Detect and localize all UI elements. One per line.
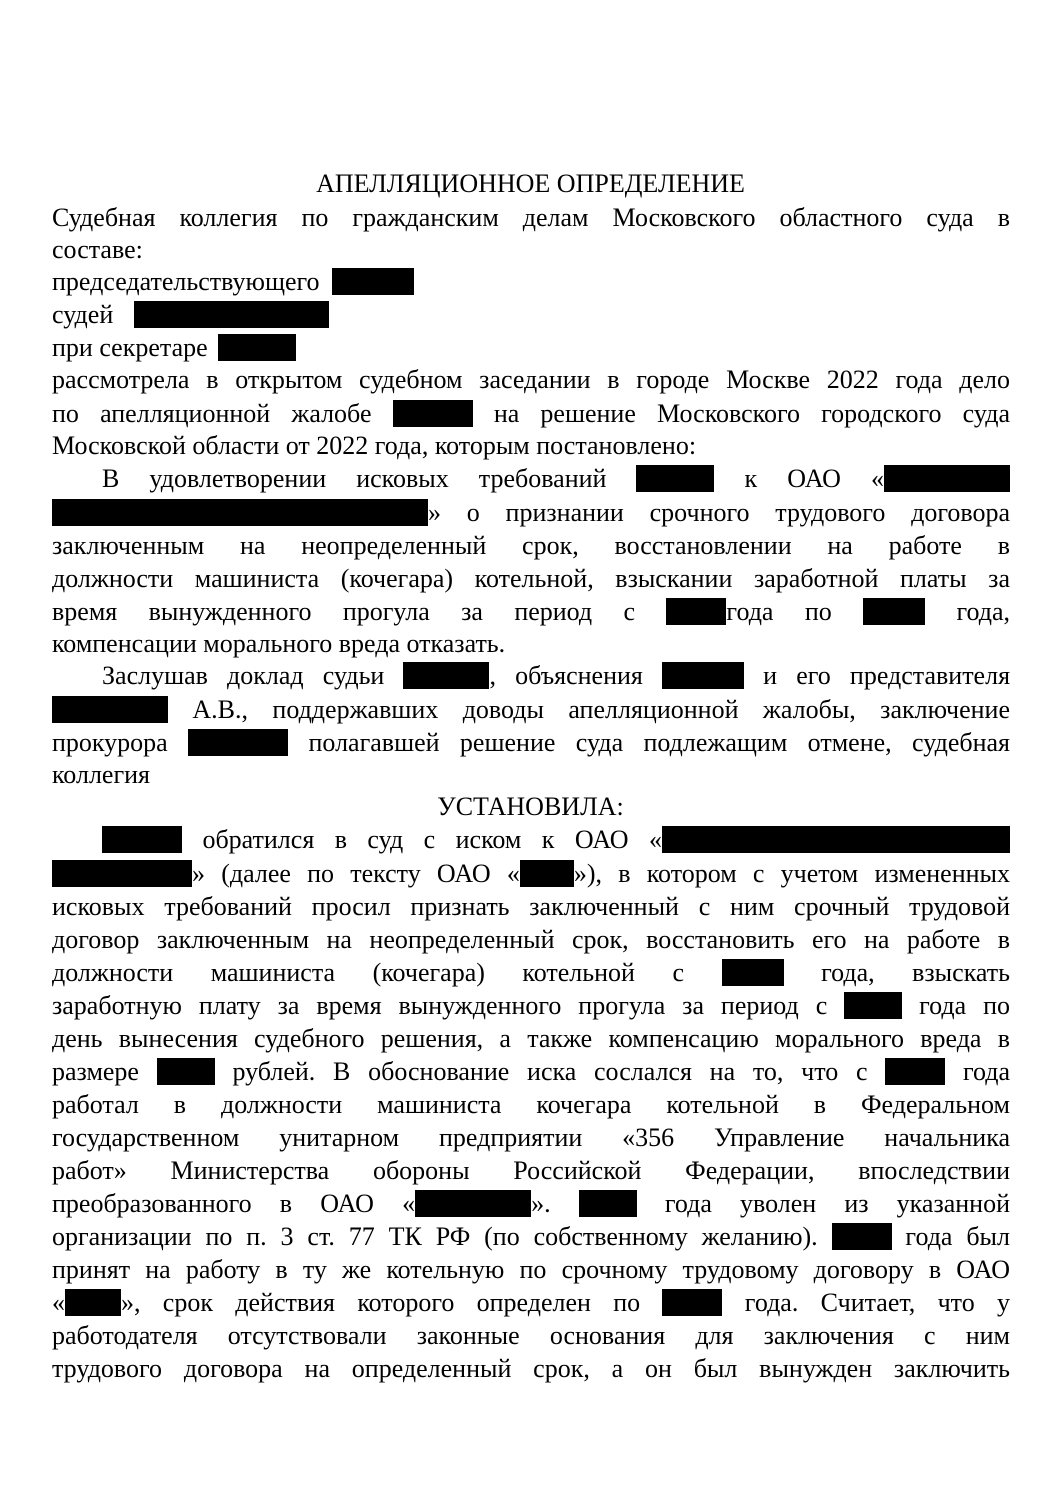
text-fragment: « <box>52 1288 65 1317</box>
redaction-block <box>52 499 428 526</box>
chair-line <box>52 266 1010 298</box>
p1-line-2 <box>52 398 1010 430</box>
secretary-line <box>52 332 1010 364</box>
text-fragment: преобразованного в ОАО « <box>52 1189 416 1218</box>
text-fragment: » (далее по тексту ОАО « <box>192 859 520 888</box>
redaction-block <box>218 334 296 361</box>
text-fragment: время вынужденного прогула за период с <box>52 597 636 626</box>
redaction-block <box>65 1289 121 1316</box>
redaction-block <box>157 1058 215 1085</box>
p4-line-4: договор заключенным на неопределенный срок, восстановить его на работе в <box>52 925 1010 954</box>
text-fragment: года. Считает, что у <box>744 1288 1011 1317</box>
text-fragment: », срок действия которого определен по <box>121 1288 641 1317</box>
text-fragment: прокурора <box>52 728 168 757</box>
p2-line-3: заключенным на неопределенный срок, восстановлении на работе в <box>52 531 1010 560</box>
p4-line-14: принят на работу в ту же котельную по срочному трудовому договору в ОАО <box>52 1255 1010 1284</box>
text-fragment: года уволен из указанной <box>664 1189 1010 1218</box>
text-fragment: ». <box>531 1189 551 1218</box>
p4-line-6 <box>52 990 1010 1022</box>
redaction-block <box>885 1058 945 1085</box>
text-fragment: полагавшей решение суда подлежащим отмене, судебная <box>308 728 1011 757</box>
text-fragment: года, <box>956 597 1010 626</box>
text-fragment: к ОАО « <box>744 464 884 493</box>
p4-line-9: работал в должности машиниста кочегара котельной в Федеральном <box>52 1090 1010 1119</box>
p4-line-5 <box>52 957 1010 989</box>
text-fragment: организации по п. 3 ст. 77 ТК РФ (по собственному желанию). <box>52 1222 818 1251</box>
p4-line-1 <box>102 824 1010 856</box>
p4-line-13 <box>52 1221 1010 1253</box>
p3-line-1 <box>102 660 1010 692</box>
text-fragment: А.В., поддержавших доводы апелляционной жалобы, заключение <box>192 695 1011 724</box>
text-fragment: В удовлетворении исковых требований <box>102 464 607 493</box>
p1-line-1: рассмотрела в открытом судебном заседании в городе Москве 2022 года дело <box>52 365 1010 394</box>
intro-line-2: составе: <box>52 235 143 264</box>
p2-line-2 <box>52 497 1010 529</box>
redaction-block <box>393 400 473 427</box>
text-fragment: , объяснения <box>489 661 643 690</box>
text-fragment: года <box>963 1057 1011 1086</box>
p3-line-3 <box>52 727 1010 759</box>
redaction-block <box>403 662 489 689</box>
text-fragment: Заслушав доклад судьи <box>102 661 385 690</box>
redaction-block <box>662 1289 722 1316</box>
redaction-block <box>662 826 1010 853</box>
judges-line <box>52 299 1010 331</box>
p4-line-15 <box>52 1287 1010 1319</box>
text-fragment: должности машиниста (кочегара) котельной с <box>52 958 685 987</box>
p4-line-2 <box>52 858 1010 890</box>
redaction-block <box>332 268 414 295</box>
redaction-block <box>884 465 1010 492</box>
redaction-block <box>52 696 168 723</box>
p2-line-5 <box>52 596 1010 628</box>
text-fragment: года по <box>919 991 1011 1020</box>
p4-line-12 <box>52 1188 1010 1220</box>
redaction-block <box>844 992 902 1019</box>
text-fragment: по апелляционной жалобе <box>52 399 372 428</box>
redaction-block <box>636 465 714 492</box>
p2-line-6: компенсации морального вреда отказать. <box>52 629 506 658</box>
text-fragment: обратился в суд с иском к ОАО « <box>202 825 663 854</box>
text-fragment: рублей. В обоснование иска сослался на то, что с <box>232 1057 868 1086</box>
p4-line-3: исковых требований просил признать заключенный с ним срочный трудовой <box>52 892 1010 921</box>
section-heading: УСТАНОВИЛА: <box>437 792 624 821</box>
text-fragment: » о признании срочного трудового договора <box>428 498 1010 527</box>
p2-line-1 <box>102 463 1010 495</box>
p4-line-8 <box>52 1056 1010 1088</box>
text-fragment: года, взыскать <box>821 958 1011 987</box>
p3-line-4: коллегия <box>52 760 150 789</box>
redaction-block <box>722 959 784 986</box>
p4-line-17: трудового договора на определенный срок, а он был вынужден заключить <box>52 1354 1010 1383</box>
p4-line-10: государственном унитарном предприятии «356 Управление начальника <box>52 1123 1010 1152</box>
redaction-block <box>520 860 574 887</box>
text-fragment: заработную плату за время вынужденного прогула за период с <box>52 991 828 1020</box>
intro-line-1: Судебная коллегия по гражданским делам Московского областного суда в <box>52 203 1010 232</box>
text-fragment: »), в котором с учетом измененных <box>573 859 1011 888</box>
text-fragment: на решение Московского городского суда <box>493 399 1011 428</box>
redaction-block <box>134 301 329 328</box>
redaction-block <box>666 598 726 625</box>
p4-line-11: работ» Министерства обороны Российской Федерации, впоследствии <box>52 1156 1010 1185</box>
redaction-block <box>662 662 744 689</box>
text-fragment: года по <box>726 597 832 626</box>
p2-line-4: должности машиниста (кочегара) котельной, взыскании заработной платы за <box>52 564 1010 593</box>
text-fragment: года был <box>905 1222 1011 1251</box>
redaction-block <box>102 826 182 853</box>
text-fragment: размере <box>52 1057 139 1086</box>
document-title: АПЕЛЛЯЦИОННОЕ ОПРЕДЕЛЕНИЕ <box>316 169 745 198</box>
redaction-block <box>415 1190 531 1217</box>
redaction-block <box>863 598 925 625</box>
p4-line-7: день вынесения судебного решения, а также компенсацию морального вреда в <box>52 1024 1010 1053</box>
p3-line-2 <box>52 694 1010 726</box>
p1-line-3: Московской области от 2022 года, которым постановлено: <box>52 431 697 460</box>
redaction-block <box>832 1223 892 1250</box>
secretary-label: при секретаре <box>52 333 208 362</box>
text-fragment: и его представителя <box>763 661 1011 690</box>
redaction-block <box>52 860 192 887</box>
judges-label: судей <box>52 300 114 329</box>
redaction-block <box>579 1190 637 1217</box>
chair-label: председательствующего <box>52 267 320 296</box>
redaction-block <box>188 729 288 756</box>
p4-line-16: работодателя отсутствовали законные основания для заключения с ним <box>52 1321 1010 1350</box>
